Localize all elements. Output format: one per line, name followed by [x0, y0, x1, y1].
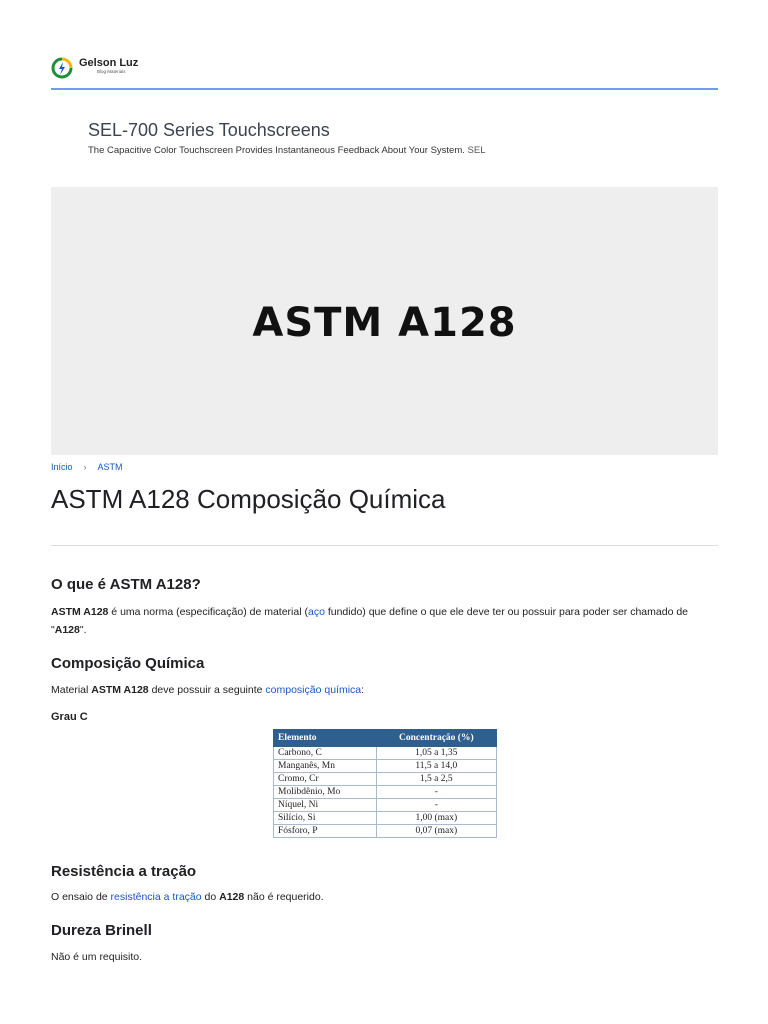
table-row: [274, 799, 497, 812]
logo-name: Gelson Luz: [79, 57, 139, 69]
section-heading-brinell: Dureza Brinell: [51, 922, 152, 939]
ad-description-text: The Capacitive Color Touchscreen Provides Instantaneous Feedback About Your System.: [88, 145, 465, 156]
hero-text: ASTM A128: [252, 299, 517, 346]
table-cell-value: 11,5 a 14,0: [376, 760, 496, 773]
section-paragraph-what-is: [51, 603, 719, 639]
link-resistencia-tracao[interactable]: resistência a tração: [110, 891, 202, 903]
text-fragment: deve possuir a seguinte: [148, 684, 266, 696]
text-fragment: ".: [79, 624, 87, 636]
table-row: [274, 812, 497, 825]
section-paragraph-composition: [51, 681, 364, 699]
breadcrumb: [51, 462, 123, 472]
text-fragment: :: [361, 684, 365, 696]
page-title: ASTM A128 Composição Química: [51, 484, 446, 514]
table-row: [274, 825, 497, 838]
table-cell-value: 1,00 (max): [376, 812, 496, 825]
section-heading-composition: Composição Química: [51, 655, 205, 672]
table-row: [274, 760, 497, 773]
table-cell-element: Carbono, C: [274, 747, 377, 760]
breadcrumb-home[interactable]: Início: [51, 462, 73, 472]
table-cell-element: Molibdênio, Mo: [274, 786, 377, 799]
bold-term: ASTM A128: [51, 606, 109, 618]
table-cell-element: Cromo, Cr: [274, 773, 377, 786]
table-header-element: Elemento: [274, 730, 377, 747]
text-fragment: é uma norma (especificação) de material (: [108, 606, 308, 618]
text-fragment: Material: [51, 684, 92, 696]
table-cell-element: Manganês, Mn: [274, 760, 377, 773]
chevron-right-icon: ›: [83, 462, 87, 472]
table-cell-element: Silício, Si: [274, 812, 377, 825]
table-cell-value: 1,05 a 1,35: [376, 747, 496, 760]
text-fragment: do: [201, 891, 220, 903]
table-row: [274, 747, 497, 760]
link-aco[interactable]: aço: [307, 606, 325, 618]
text-fragment: fundido) que define o que ele deve ter ou possuir para poder ser chamado de ": [51, 606, 689, 636]
table-cell-value: 0,07 (max): [376, 825, 496, 838]
link-composicao-quimica[interactable]: composição química: [265, 684, 362, 696]
table-cell-value: -: [376, 786, 496, 799]
logo-subtitle: Blog Materiais: [97, 69, 126, 74]
text-fragment: não é requerido.: [244, 891, 324, 903]
bold-term: A128: [219, 891, 245, 903]
divider: [51, 545, 718, 546]
bold-term: A128: [54, 624, 80, 636]
section-paragraph-brinell: Não é um requisito.: [51, 951, 143, 963]
hero-image: [51, 187, 718, 455]
table-cell-element: Níquel, Ni: [274, 799, 377, 812]
table-header-row: [274, 730, 497, 747]
ad-title[interactable]: SEL-700 Series Touchscreens: [88, 120, 330, 140]
table-cell-element: Fósforo, P: [274, 825, 377, 838]
ad-banner[interactable]: [88, 118, 688, 158]
section-heading-tensile: Resistência a tração: [51, 863, 197, 880]
text-fragment: O ensaio de: [51, 891, 111, 903]
table-row: [274, 773, 497, 786]
table-cell-value: -: [376, 799, 496, 812]
site-header: [51, 54, 718, 90]
table-row: [274, 786, 497, 799]
ad-description: [88, 144, 688, 158]
section-heading-what-is: O que é ASTM A128?: [51, 576, 201, 593]
breadcrumb-category[interactable]: ASTM: [97, 462, 123, 472]
logo-icon: [51, 57, 73, 79]
grade-label: Grau C: [51, 711, 88, 723]
section-paragraph-tensile: [51, 888, 324, 906]
site-logo[interactable]: [51, 57, 138, 79]
bold-term: ASTM A128: [91, 684, 149, 696]
ad-source[interactable]: SEL: [467, 145, 486, 156]
table-header-concentration: Concentração (%): [376, 730, 496, 747]
table-cell-value: 1,5 a 2,5: [376, 773, 496, 786]
composition-table: [273, 729, 497, 838]
